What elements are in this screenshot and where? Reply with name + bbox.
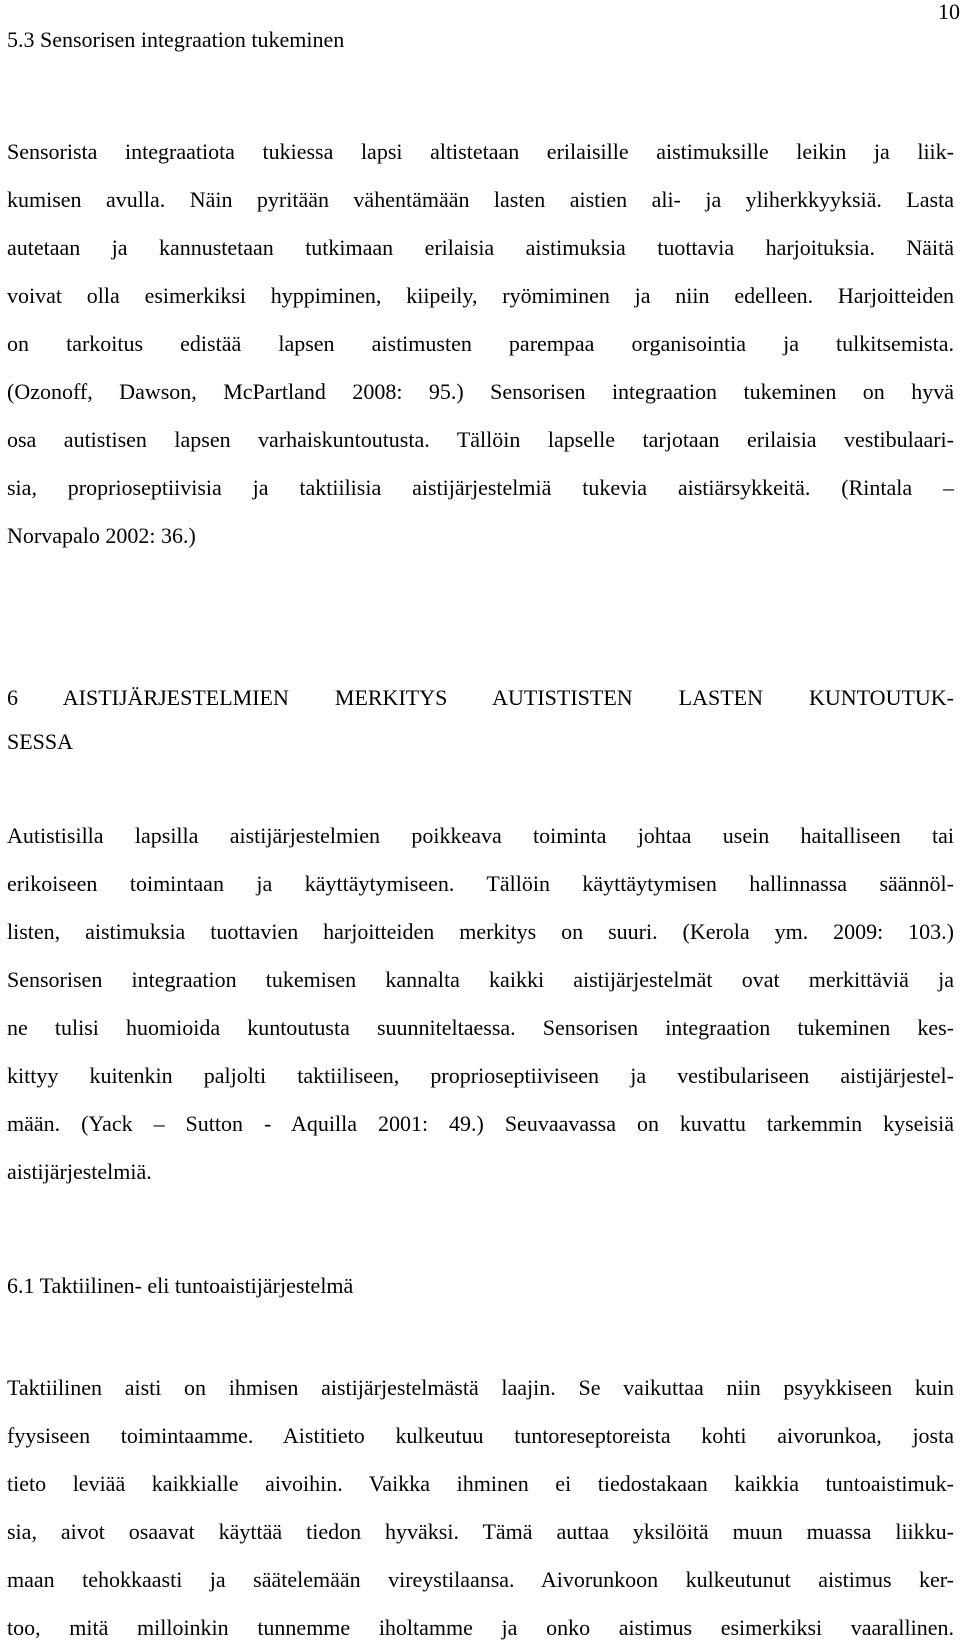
- text-line: too, mitä milloinkin tunnemme iholtamme ja onko aistimus esimerkiksi vaarallinen.: [7, 1615, 954, 1640]
- text-line: sia, proprioseptiivisia ja taktiilisia aistijärjestelmiä tukevia aistiärsykkeitä. (Rintala –: [7, 475, 954, 500]
- text-line: Sensorista integraatiota tukiessa lapsi altistetaan erilaisille aistimuksille leikin ja liik-: [7, 139, 954, 164]
- text-line: Norvapalo 2002: 36.): [7, 523, 196, 548]
- heading-line: 6 AISTIJÄRJESTELMIEN MERKITYS AUTISTISTEN LASTEN KUNTOUTUK-: [7, 685, 954, 710]
- text-line: aistijärjestelmiä.: [7, 1159, 152, 1184]
- paragraph-6: [7, 812, 954, 1196]
- paragraph-6-1: [7, 1364, 954, 1652]
- section-heading-6-1: 6.1 Taktiilinen- eli tuntoaistijärjestelmä: [7, 1273, 354, 1298]
- text-line: kittyy kuitenkin paljolti taktiiliseen, proprioseptiiviseen ja vestibulariseen aistijärjestel-: [7, 1063, 954, 1088]
- page-number: 10: [938, 0, 960, 24]
- text-line: tieto leviää kaikkialle aivoihin. Vaikka ihminen ei tiedostakaan kaikkia tuntoaistimuk-: [7, 1471, 954, 1496]
- text-line: on tarkoitus edistää lapsen aistimusten parempaa organisointia ja tulkitsemista.: [7, 331, 954, 356]
- text-line: voivat olla esimerkiksi hyppiminen, kiipeily, ryömiminen ja niin edelleen. Harjoitteiden: [7, 283, 954, 308]
- text-line: ne tulisi huomioida kuntoutusta suunniteltaessa. Sensorisen integraation tukeminen kes-: [7, 1015, 954, 1040]
- text-line: (Ozonoff, Dawson, McPartland 2008: 95.) Sensorisen integraation tukeminen on hyvä: [7, 379, 954, 404]
- text-line: osa autistisen lapsen varhaiskuntoutusta. Tällöin lapselle tarjotaan erilaisia vestibulaari-: [7, 427, 954, 452]
- heading-line: SESSA: [7, 729, 74, 754]
- text-line: Taktiilinen aisti on ihmisen aistijärjestelmästä laajin. Se vaikuttaa niin psyykkiseen kuin: [7, 1375, 954, 1400]
- text-line: maan tehokkaasti ja säätelemään vireystilaansa. Aivorunkoon kulkeutunut aistimus ker-: [7, 1567, 954, 1592]
- text-line: mään. (Yack – Sutton - Aquilla 2001: 49.) Seuvaavassa on kuvattu tarkemmin kyseisiä: [7, 1111, 954, 1136]
- text-line: erikoiseen toimintaan ja käyttäytymiseen. Tällöin käyttäytymisen hallinnassa säännöl-: [7, 871, 954, 896]
- paragraph-5-3: [7, 128, 954, 560]
- text-line: fyysiseen toimintaamme. Aistitieto kulkeutuu tuntoreseptoreista kohti aivorunkoa, josta: [7, 1423, 954, 1448]
- section-heading-5-3: 5.3 Sensorisen integraation tukeminen: [7, 27, 345, 52]
- text-line: sia, aivot osaavat käyttää tiedon hyväksi. Tämä auttaa yksilöitä muun muassa liikku-: [7, 1519, 954, 1544]
- text-line: Sensorisen integraation tukemisen kannalta kaikki aistijärjestelmät ovat merkittäviä ja: [7, 967, 954, 992]
- text-line: autetaan ja kannustetaan tutkimaan erilaisia aistimuksia tuottavia harjoituksia. Näitä: [7, 235, 954, 260]
- text-line: kumisen avulla. Näin pyritään vähentämään lasten aistien ali- ja yliherkkyyksiä. Lasta: [7, 187, 954, 212]
- chapter-heading-6: [7, 676, 954, 764]
- text-line: listen, aistimuksia tuottavien harjoitteiden merkitys on suuri. (Kerola ym. 2009: 103.): [7, 919, 954, 944]
- text-line: Autistisilla lapsilla aistijärjestelmien poikkeava toiminta johtaa usein haitalliseen tai: [7, 823, 954, 848]
